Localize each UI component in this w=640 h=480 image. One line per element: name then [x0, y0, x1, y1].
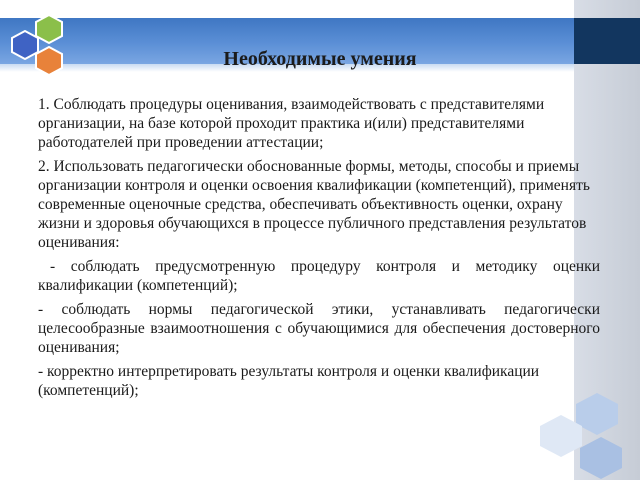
paragraph-4: - соблюдать нормы педагогической этики, устанавливать педагогически целесообразные взаимоотношения с обучающимися для обеспечения достоверного оценивания;	[38, 301, 600, 356]
right-dark-block	[574, 18, 640, 64]
orange-hexagon-icon	[34, 46, 64, 76]
deco-hexagon-3	[578, 436, 624, 480]
slide-body	[38, 95, 600, 405]
paragraph-2: 2. Использовать педагогически обоснованные формы, методы, способы и приемы организации контроля и оценки освоения квалификации (компетенций), применять современные оценочные средства, обеспечивать объективность оценки, охрану жизни и здоровья обучающихся в процессе публичного представления результатов оценивания:	[38, 158, 590, 251]
paragraph-1: 1. Соблюдать процедуры оценивания, взаимодействовать с представителями организации, на базе которой проходит практика и(или) представителями работодателей при проведении аттестации;	[38, 96, 545, 151]
paragraph-5: - корректно интерпретировать результаты контроля и оценки квалификации (компетенций);	[38, 363, 540, 399]
paragraph-3: - соблюдать предусмотренную процедуру контроля и методику оценки квалификации (компетенций);	[38, 258, 600, 294]
slide-title: Необходимые умения	[223, 48, 417, 70]
